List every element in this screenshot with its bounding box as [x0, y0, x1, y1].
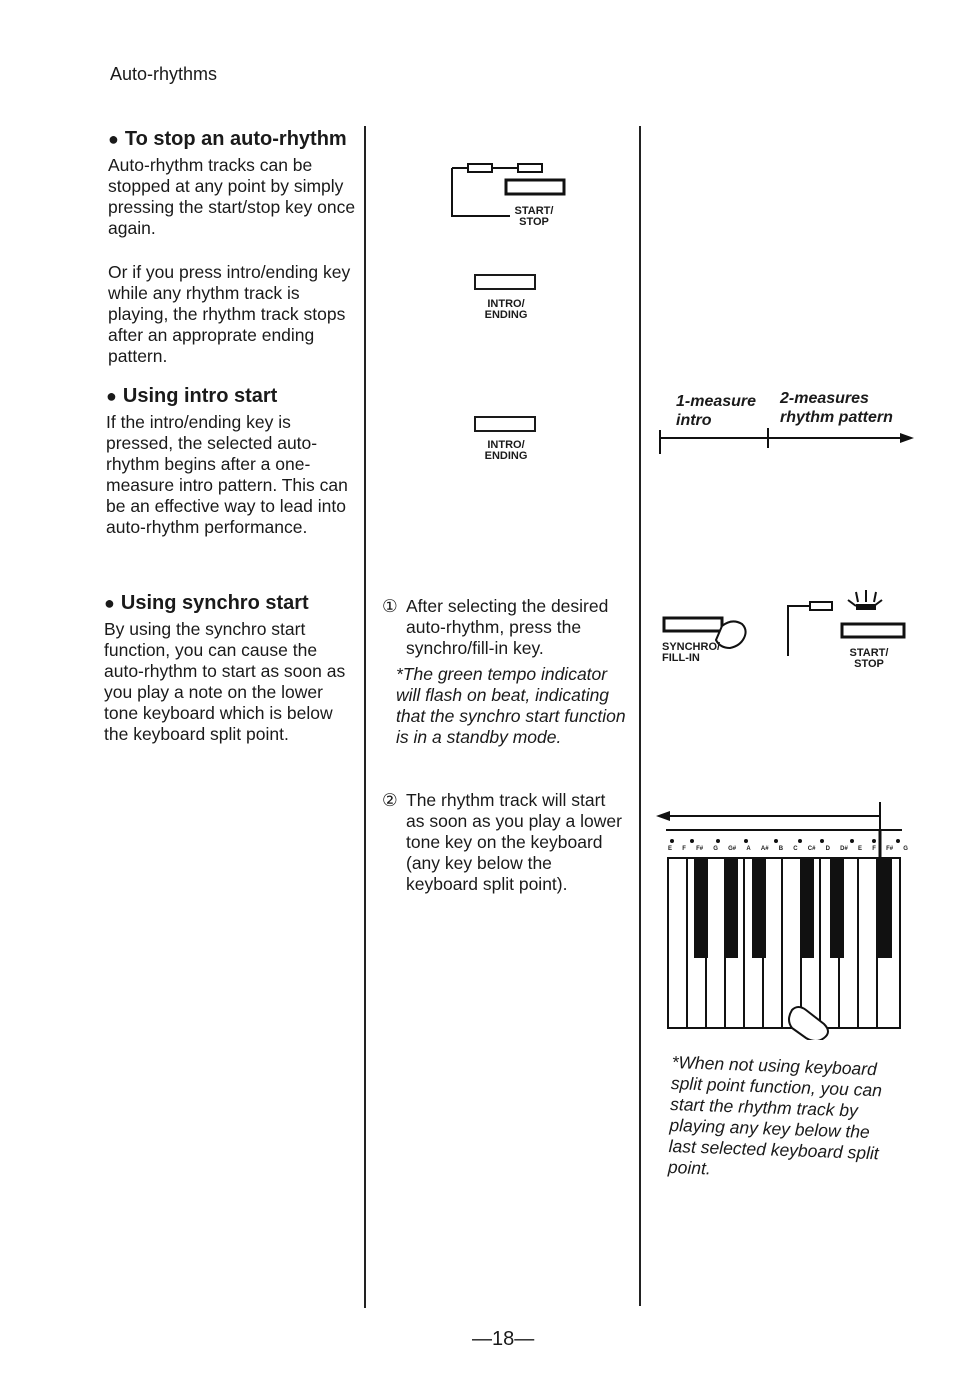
note-letter: A: [746, 846, 751, 852]
start-stop-key: [506, 180, 564, 194]
key-shape: [518, 164, 542, 172]
note-letter: F#: [696, 846, 704, 852]
split-arrowhead: [656, 811, 670, 821]
step-number: ②: [382, 790, 398, 810]
bullet-icon: ●: [104, 593, 115, 613]
page-number: —18—: [472, 1328, 535, 1350]
key-shape: [810, 602, 832, 610]
synchro-fill-in-key: [664, 618, 722, 631]
section-title-text: Using synchro start: [120, 592, 309, 614]
step-number: ①: [382, 596, 398, 616]
section-title: [106, 385, 352, 408]
timeline-arrowhead: [900, 433, 914, 443]
panel-outline: [452, 168, 510, 216]
note-letter: B: [778, 846, 784, 852]
column-divider-left: [364, 126, 366, 1308]
section-paragraph: Auto-rhythm tracks can be stopped at any point by simply pressing the start/stop key once again.: [108, 155, 356, 238]
start-stop-key: [842, 624, 904, 637]
step-text: After selecting the desired auto-rhythm, press the synchro/fill-in key.: [406, 596, 609, 658]
panel-outline: [788, 606, 810, 656]
bullet-icon: ●: [106, 386, 117, 406]
bullet-icon: ●: [108, 129, 119, 149]
section-title: [104, 592, 354, 615]
synchro-fill-in-label: SYNCHRO/ FILL-IN: [662, 641, 721, 664]
indicator-dots: [670, 839, 900, 843]
section-paragraph: By using the synchro start function, you can cause the auto-rhythm to start as soon as you play a note on the lower tone keyboard which is below the keyboard split point.: [104, 619, 346, 744]
key-shape: [468, 164, 492, 172]
step-text: The rhythm track will start as soon as you play a lower tone key on the keyboard (any key below the keyboard split point).: [406, 790, 622, 894]
step-2: [382, 790, 626, 895]
timeline-diagram: [656, 424, 916, 458]
intro-ending-key: [474, 274, 536, 290]
keyboard-diagram: [652, 800, 914, 1040]
note-letter: D#: [840, 846, 848, 852]
intro-ending-key: [474, 416, 536, 432]
section-stop: [108, 128, 358, 367]
page-header: Auto-rhythms: [110, 64, 218, 84]
start-stop-label: START/ STOP: [849, 647, 889, 670]
step-1: [382, 596, 626, 659]
tempo-indicator-flash-icon: [848, 590, 882, 606]
note-letter: G: [903, 846, 908, 852]
note-letter: E: [858, 846, 863, 852]
note-letter: F: [682, 846, 686, 852]
section-title-text: To stop an auto-rhythm: [124, 128, 347, 150]
note-letter: E: [668, 846, 673, 852]
step-1-note: *The green tempo indicator will flash on beat, indicating that the synchro start function is in a standby mode.: [396, 664, 626, 747]
start-stop-label: START/ STOP: [514, 205, 554, 228]
intro-label: 1-measure intro: [676, 393, 757, 429]
section-synchro: [104, 592, 354, 745]
note-letter: F: [872, 846, 876, 852]
tempo-indicator: [856, 604, 876, 610]
intro-ending-label: INTRO/ ENDING: [484, 439, 528, 462]
pattern-label: 2-measures rhythm pattern: [780, 390, 893, 426]
section-intro: [106, 385, 352, 538]
note-letter: F#: [886, 846, 894, 852]
footnote: *When not using keyboard split point function, you can start the rhythm track by playing any key below the last selected keyboard split point.: [667, 1052, 883, 1179]
intro-ending-label: INTRO/ ENDING: [484, 298, 528, 321]
section-paragraph: If the intro/ending key is pressed, the selected auto-rhythm begins after a one-measure intro pattern. This can be an effective way to lead into auto-rhythm performance.: [106, 412, 348, 537]
note-letter: C#: [807, 846, 816, 852]
column-divider-right: [639, 126, 641, 1306]
keyboard-note-letters: [668, 846, 908, 852]
section-title: [108, 128, 358, 151]
section-title-text: Using intro start: [122, 385, 278, 407]
section-paragraph: Or if you press intro/ending key while any rhythm track is playing, the rhythm track stops after an approprate ending pattern.: [108, 262, 351, 366]
note-letter: A#: [760, 846, 769, 852]
note-letter: C: [793, 846, 798, 852]
note-letter: D: [825, 846, 830, 852]
note-letter: G#: [728, 846, 737, 852]
note-letter: G: [713, 846, 718, 852]
